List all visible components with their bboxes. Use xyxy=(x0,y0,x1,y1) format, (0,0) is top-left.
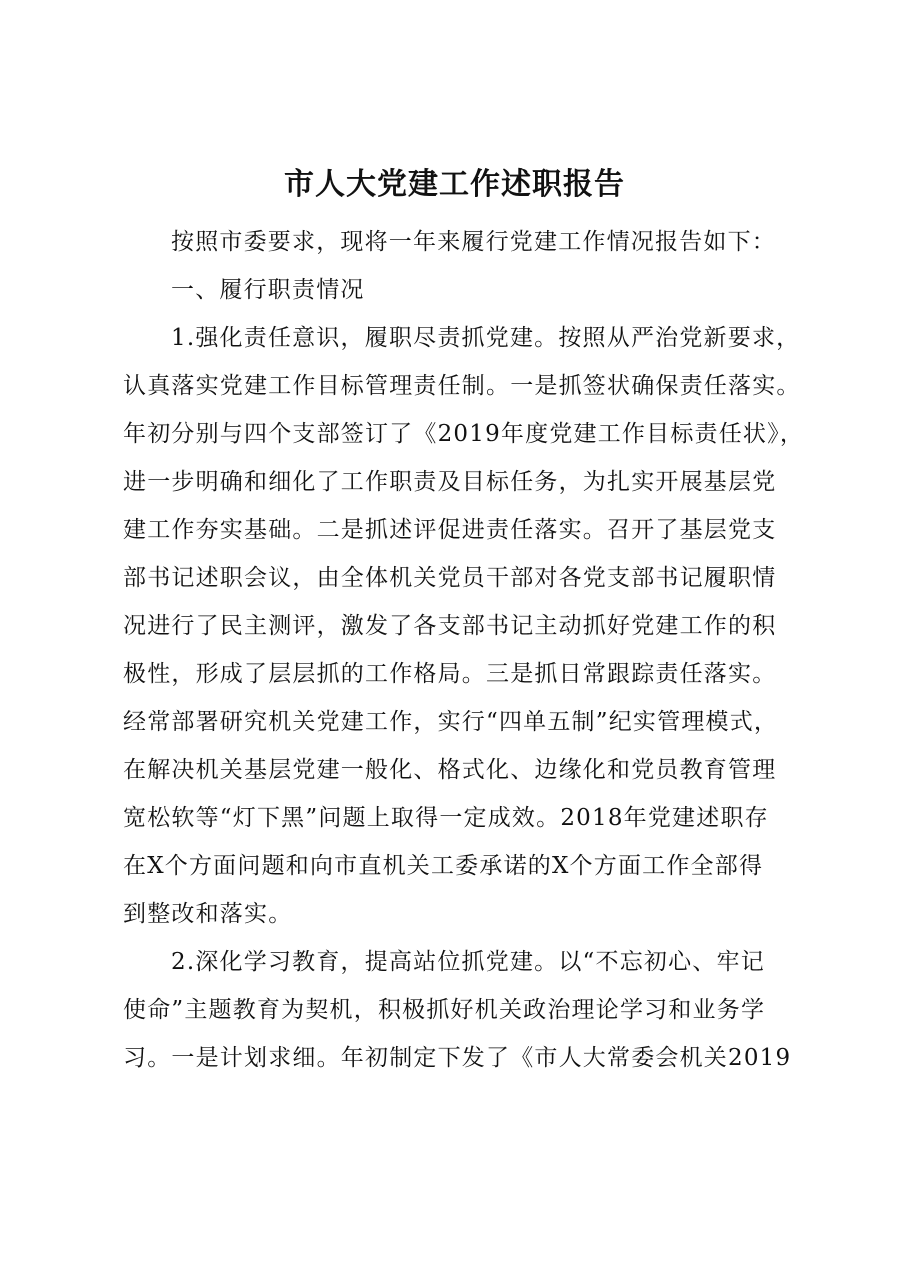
text-line: 进一步明确和细化了工作职责及目标任务，为扎实开展基层党 xyxy=(123,469,777,495)
paragraph-learning xyxy=(123,938,823,1082)
text-line: 建工作夯实基础。二是抓述评促进责任落实。召开了基层党支 xyxy=(123,517,777,543)
paragraph-intro xyxy=(123,218,823,266)
text-line: 习。一是计划求细。年初制定下发了《市人大常委会机关2019 xyxy=(123,1045,792,1071)
text-line: 宽松软等“灯下黑”问题上取得一定成效。2018年党建述职存 xyxy=(123,805,769,831)
text-line: 年初分别与四个支部签订了《2019年度党建工作目标责任状》， xyxy=(123,421,805,447)
text-line: 2.深化学习教育，提高站位抓党建。以“不忘初心、牢记 xyxy=(171,949,765,975)
document-title: 市人大党建工作述职报告 xyxy=(284,167,625,202)
text-line: 一、履行职责情况 xyxy=(171,277,365,303)
paragraph-responsibility xyxy=(123,314,823,938)
text-line: 极性，形成了层层抓的工作格局。三是抓日常跟踪责任落实。 xyxy=(123,661,777,687)
text-line: 况进行了民主测评，激发了各支部书记主动抓好党建工作的积 xyxy=(123,613,777,639)
text-line: 认真落实党建工作目标管理责任制。一是抓签状确保责任落实。 xyxy=(123,373,801,399)
text-line: 在X个方面问题和向市直机关工委承诺的X个方面工作全部得 xyxy=(123,853,764,879)
text-line: 按照市委要求，现将一年来履行党建工作情况报告如下： xyxy=(171,229,776,255)
text-line: 到整改和落实。 xyxy=(123,901,293,927)
document-body xyxy=(123,218,823,1082)
text-line: 使命”主题教育为契机，积极抓好机关政治理论学习和业务学 xyxy=(123,997,766,1023)
text-line: 1.强化责任意识，履职尽责抓党建。按照从严治党新要求， xyxy=(171,325,801,351)
text-line: 在解决机关基层党建一般化、格式化、边缘化和党员教育管理 xyxy=(123,757,777,783)
text-line: 经常部署研究机关党建工作，实行“四单五制”纪实管理模式， xyxy=(123,709,779,735)
text-line: 部书记述职会议，由全体机关党员干部对各党支部书记履职情 xyxy=(123,565,777,591)
section-heading xyxy=(123,266,823,314)
